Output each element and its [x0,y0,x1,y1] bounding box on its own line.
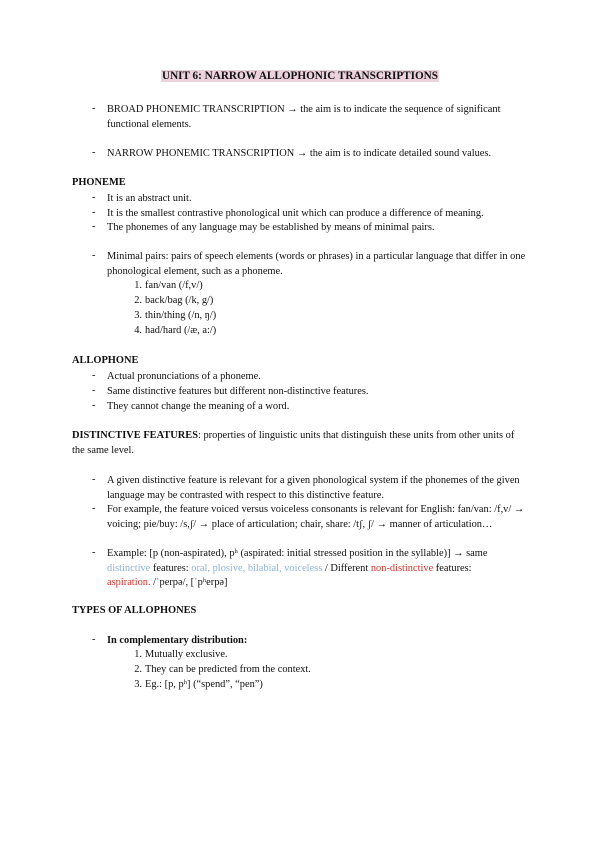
list-item: It is the smallest contrastive phonological unit which can produce a difference of meaning. [107,208,484,219]
list-number: 2. [134,664,142,675]
bullet: - [92,370,96,381]
list-item: had/hard (/æ, a:/) [145,325,217,336]
list-number: 1. [134,280,142,291]
distinctive-features-definition: : properties of linguistic units that distinguish these units from other units of the same level. [72,430,515,456]
list-item: Mutually exclusive. [145,649,228,660]
list-item: It is an abstract unit. [107,193,192,204]
non-distinctive-word: non-distinctive [370,562,434,574]
bullet: - [92,547,96,558]
types-heading: TYPES OF ALLOPHONES [72,605,197,616]
list-number: 1. [134,649,142,660]
bullet: - [92,400,96,411]
list-item: Actual pronunciations of a phoneme. [107,371,261,382]
aspiration-word: aspiration. [107,577,151,589]
bullet: - [92,474,96,485]
list-item: thin/thing (/n, ŋ/) [145,310,217,321]
list-item: fan/van (/f,v/) [145,280,203,291]
broad-transcription-item: BROAD PHONEMIC TRANSCRIPTION → the aim is to indicate the sequence of significant functional elements. [107,104,501,130]
bullet: - [92,503,96,514]
list-item: back/bag (/k, g/) [145,295,214,306]
list-item: Same distinctive features but different non-distinctive features. [107,386,369,397]
list-item: The phonemes of any language may be established by means of minimal pairs. [107,222,435,233]
list-number: 4. [134,325,142,336]
bullet: - [92,221,96,232]
page-title: UNIT 6: NARROW ALLOPHONIC TRANSCRIPTIONS [161,70,438,82]
bullet: - [92,634,96,645]
example-line: Example: [p (non-aspirated), pʰ (aspirated: initial stressed position in the syllable)] → same [107,548,488,559]
list-item: A given distinctive feature is relevant for a given phonological system if the phonemes of the given language may be contrasted with respect to this distinctive feature. [107,475,520,501]
distinctive-word: distinctive [107,562,151,574]
complementary-distribution-heading: In complementary distribution: [107,635,248,646]
narrow-transcription-item: NARROW PHONEMIC TRANSCRIPTION → the aim is to indicate detailed sound values. [107,148,492,159]
list-item: Eg.: [p, pʰ] (“spend”, “pen”) [145,679,263,690]
phoneme-heading: PHONEME [72,177,126,188]
minimal-pairs-item: Minimal pairs: pairs of speech elements (words or phrases) in a particular language that differ in one phonological element, such as a phoneme. [107,251,526,277]
distinctive-features-list: oral, plosive, bilabial, voiceless [191,562,323,574]
allophone-heading: ALLOPHONE [72,355,139,366]
bullet: - [92,250,96,261]
distinctive-features-paragraph [72,428,522,458]
list-number: 2. [134,295,142,306]
distinctive-features-heading: DISTINCTIVE FEATURES [72,430,198,441]
list-number: 3. [134,310,142,321]
bullet: - [92,103,96,114]
list-item: They can be predicted from the context. [145,664,311,675]
list-item: They cannot change the meaning of a word. [107,401,290,412]
example-item [107,547,527,591]
example-line: aspiration. /ˈperpə/, [ˈpʰerpə] [107,577,228,589]
list-item: For example, the feature voiced versus voiceless consonants is relevant for English: fan/van: /f,v/ → voicing; pie/buy: /s,ʃ/ → place of articulation; chair, share: /tʃ, ʃ/ → manner of articulation… [107,504,525,530]
bullet: - [92,147,96,158]
list-number: 3. [134,679,142,690]
bullet: - [92,385,96,396]
bullet: - [92,192,96,203]
bullet: - [92,207,96,218]
example-line: distinctive features: oral, plosive, bilabial, voiceless / Different non-distinctive features: [107,562,472,574]
